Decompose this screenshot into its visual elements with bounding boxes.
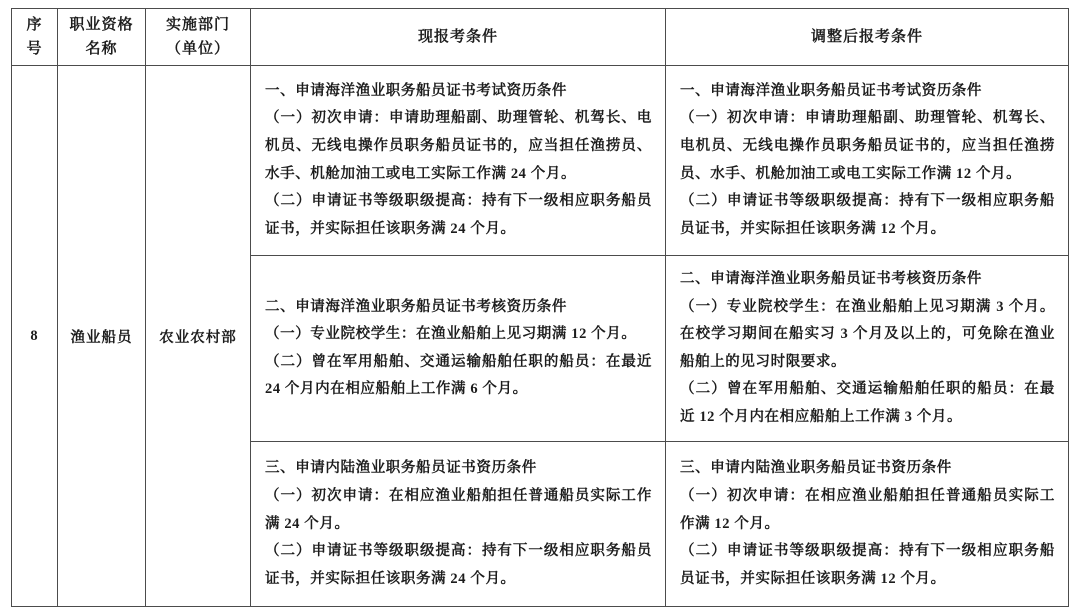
condition-paragraph: 二、申请海洋渔业职务船员证书考核资历条件 [265, 298, 567, 315]
condition-paragraph: （一）专业院校学生：在渔业船舶上见习期满 3 个月。在校学习期间在船实习 3 个月及以上的，可免除在渔业船舶上的见习时限要求。 [680, 298, 1055, 370]
header-adjusted-conditions: 调整后报考条件 [666, 9, 1069, 66]
qualification-conditions-table [11, 8, 1069, 607]
condition-paragraph: （一）初次申请：申请助理船副、助理管轮、机驾长、电机员、无线电操作员职务船员证书的，应当担任渔捞员、水手、机舱加油工或电工实际工作满 12 个月。 [680, 110, 1055, 182]
header-implementing-department [146, 9, 251, 66]
condition-paragraph: （二）申请证书等级职级提高：持有下一级相应职务船员证书，并实际担任该职务满 12 个月。 [680, 193, 1055, 237]
cell-current-conditions-section-3 [251, 442, 666, 607]
condition-paragraph: 一、申请海洋渔业职务船员证书考试资历条件 [680, 82, 982, 99]
header-qualification-name [58, 9, 146, 66]
cell-serial-number: 8 [12, 66, 58, 607]
header-line: 实施部门 [165, 17, 230, 33]
cell-current-conditions-section-1 [251, 66, 666, 256]
table-row-section-1 [12, 66, 1069, 256]
header-line: 职业资格 [69, 17, 134, 33]
header-line: 号 [26, 41, 43, 57]
header-line: 序 [26, 17, 43, 33]
condition-paragraph: （一）初次申请：申请助理船副、助理管轮、机驾长、电机员、无线电操作员职务船员证书的，应当担任渔捞员、水手、机舱加油工或电工实际工作满 24 个月。 [265, 110, 652, 182]
condition-paragraph: （一）初次申请：在相应渔业船舶担任普通船员实际工作满 12 个月。 [680, 487, 1055, 532]
cell-qualification-name: 渔业船员 [58, 66, 146, 607]
cell-adjusted-conditions-section-2 [666, 256, 1069, 442]
header-line: 名称 [85, 41, 118, 57]
condition-paragraph: （二）曾在军用船舶、交通运输船舶任职的船员：在最近 24 个月内在相应船舶上工作满 6 个月。 [265, 353, 652, 398]
cell-adjusted-conditions-section-1 [666, 66, 1069, 256]
condition-paragraph: 一、申请海洋渔业职务船员证书考试资历条件 [265, 82, 567, 99]
cell-adjusted-conditions-section-3 [666, 442, 1069, 607]
condition-paragraph: （二）申请证书等级职级提高：持有下一级相应职务船员证书，并实际担任该职务满 12 个月。 [680, 543, 1055, 587]
cell-current-conditions-section-2 [251, 256, 666, 442]
cell-implementing-department: 农业农村部 [146, 66, 251, 607]
condition-paragraph: 三、申请内陆渔业职务船员证书资历条件 [680, 460, 952, 477]
header-serial-number [12, 9, 58, 66]
condition-paragraph: （二）申请证书等级职级提高：持有下一级相应职务船员证书，并实际担任该职务满 24 个月。 [265, 193, 652, 237]
header-current-conditions: 现报考条件 [251, 9, 666, 66]
condition-paragraph: （一）初次申请：在相应渔业船舶担任普通船员实际工作满 24 个月。 [265, 487, 652, 532]
condition-paragraph: （一）专业院校学生：在渔业船舶上见习期满 12 个月。 [265, 326, 637, 343]
header-line: （单位） [165, 41, 230, 57]
condition-paragraph: （二）申请证书等级职级提高：持有下一级相应职务船员证书，并实际担任该职务满 24 个月。 [265, 543, 652, 587]
condition-paragraph: 三、申请内陆渔业职务船员证书资历条件 [265, 460, 537, 477]
table-header-row [12, 9, 1069, 66]
condition-paragraph: （二）曾在军用船舶、交通运输船舶任职的船员：在最近 12 个月内在相应船舶上工作满 3 个月。 [680, 381, 1055, 425]
condition-paragraph: 二、申请海洋渔业职务船员证书考核资历条件 [680, 271, 982, 287]
